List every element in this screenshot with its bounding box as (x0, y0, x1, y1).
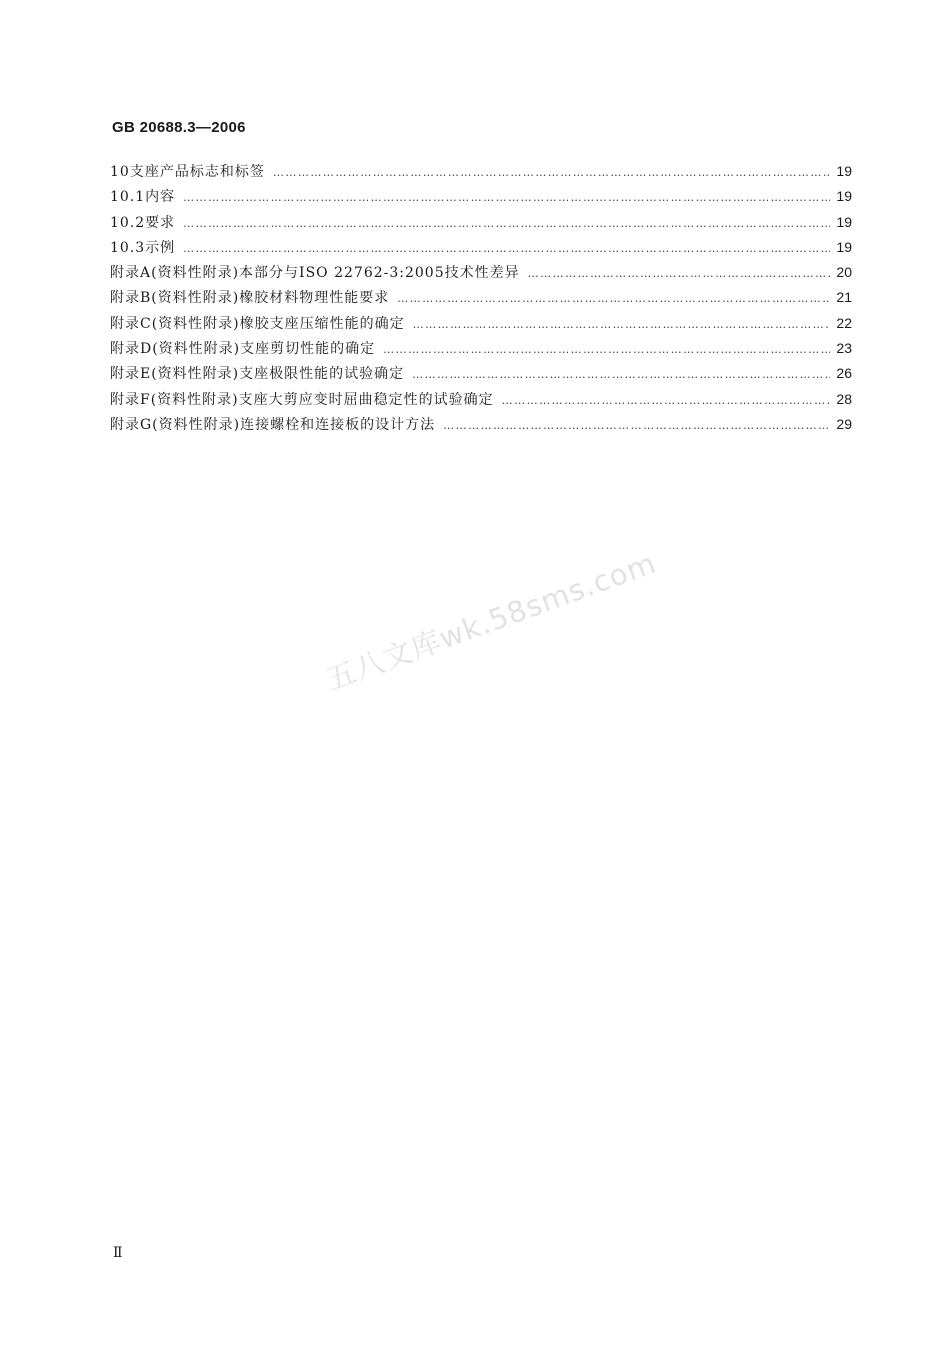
toc-entry-page: 19 (836, 213, 852, 230)
toc-entry-title: 支座极限性能的试验确定 (239, 366, 405, 383)
toc-leader-dots (273, 166, 831, 179)
toc-entry-label: 10.1 (110, 189, 146, 206)
toc-leader-dots (528, 267, 831, 280)
toc-leader-dots (383, 343, 830, 356)
toc-entry-title: 要求 (145, 214, 176, 231)
toc-row[interactable] (110, 186, 852, 211)
toc-entry-page: 29 (836, 415, 852, 432)
toc-entry-page: 23 (836, 340, 852, 357)
toc-entry-label: 附录F(资料性附录) (110, 391, 239, 408)
toc-leader-dots (183, 217, 830, 230)
toc-entry-page: 19 (836, 163, 852, 179)
toc-entry-label: 附录G(资料性附录) (110, 416, 241, 433)
toc-entry-title: 橡胶材料物理性能要求 (239, 290, 390, 307)
toc-entry-title: 内容 (145, 189, 176, 206)
toc-entry-label: 附录E(资料性附录) (110, 366, 240, 383)
toc-entry-title: 橡胶支座压缩性能的确定 (239, 315, 405, 332)
toc-entry-title: 本部分与ISO 22762-3:2005技术性差异 (239, 265, 520, 282)
toc-entry-title: 支座产品标志和标签 (129, 164, 265, 180)
toc-leader-dots (412, 368, 830, 381)
toc-entry-label: 附录D(资料性附录) (110, 341, 241, 358)
page-number: Ⅱ (113, 1245, 123, 1261)
table-of-contents (110, 161, 852, 439)
toc-entry-label: 10 (110, 164, 130, 180)
toc-leader-dots (183, 191, 830, 204)
toc-row[interactable] (110, 161, 852, 186)
toc-row[interactable] (110, 414, 852, 439)
toc-entry-page: 19 (836, 238, 852, 255)
toc-entry-page: 19 (836, 188, 852, 205)
toc-row[interactable] (110, 313, 852, 338)
toc-leader-dots (443, 419, 830, 432)
toc-row[interactable] (110, 363, 852, 388)
toc-entry-page: 28 (836, 390, 852, 407)
toc-entry-label: 10.2 (110, 214, 146, 231)
toc-entry-title: 支座剪切性能的确定 (240, 341, 376, 358)
toc-leader-dots (397, 292, 830, 305)
toc-entry-label: 附录C(资料性附录) (110, 315, 240, 332)
toc-entry-title: 示例 (145, 239, 176, 256)
toc-entry-title: 支座大剪应变时屈曲稳定性的试验确定 (238, 391, 494, 408)
toc-leader-dots (413, 318, 831, 331)
toc-row[interactable] (110, 338, 852, 363)
toc-entry-page: 26 (836, 365, 852, 382)
toc-entry-page: 22 (836, 314, 852, 331)
toc-row[interactable] (110, 212, 852, 237)
toc-entry-title: 连接螺栓和连接板的设计方法 (240, 416, 436, 433)
toc-row[interactable] (110, 262, 852, 287)
document-header: GB 20688.3—2006 (112, 119, 246, 136)
toc-row[interactable] (110, 389, 852, 414)
toc-entry-label: 附录B(资料性附录) (110, 290, 240, 307)
toc-entry-label: 10.3 (110, 239, 146, 256)
watermark: 五八文库wk.58sms.com (321, 545, 661, 697)
toc-entry-page: 20 (836, 264, 852, 281)
toc-row[interactable] (110, 287, 852, 312)
toc-leader-dots (502, 394, 831, 407)
toc-row[interactable] (110, 237, 852, 262)
toc-leader-dots (183, 242, 830, 255)
toc-entry-label: 附录A(资料性附录) (110, 265, 240, 282)
toc-entry-page: 21 (836, 289, 852, 306)
